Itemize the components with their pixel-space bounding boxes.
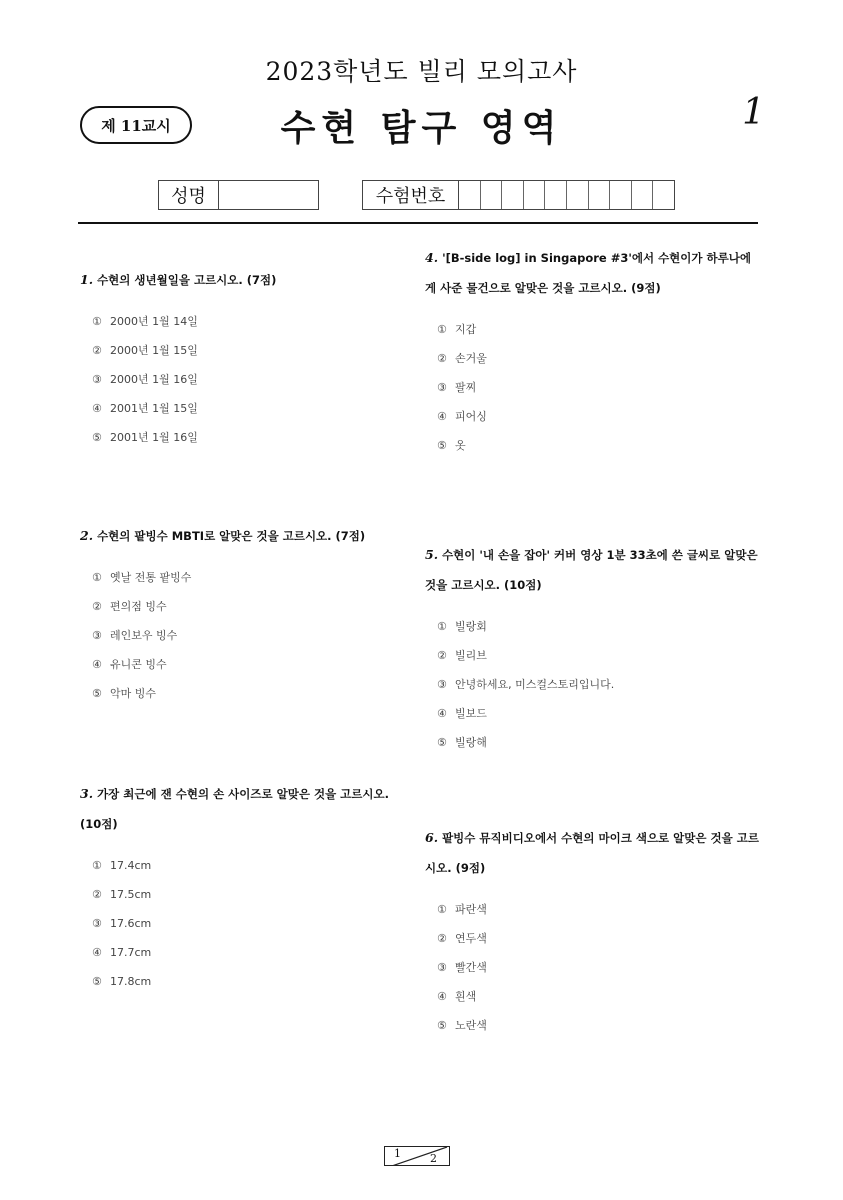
question-number: 6. <box>425 830 439 845</box>
period-label: 제 11교시 <box>101 116 171 135</box>
choice-mark: ④ <box>92 658 102 671</box>
choice-item[interactable] <box>80 859 410 888</box>
question-2 <box>80 521 410 716</box>
exam-title: 2023학년도 빌리 모의고사 <box>265 57 578 86</box>
choice-list <box>425 903 760 1048</box>
choice-label: 빌리브 <box>455 649 487 662</box>
exam-number-field[interactable] <box>362 180 675 210</box>
choice-mark: ④ <box>92 946 102 959</box>
choice-mark: ③ <box>437 381 447 394</box>
choice-mark: ⑤ <box>437 1019 447 1032</box>
choice-item[interactable] <box>80 373 410 402</box>
question-text <box>425 540 760 600</box>
exam-number-cell[interactable] <box>459 181 481 209</box>
choice-mark: ② <box>437 932 447 945</box>
question-text <box>425 243 760 303</box>
choice-label: 2000년 1월 14일 <box>110 315 198 328</box>
choice-mark: ③ <box>92 373 102 386</box>
choice-label: 빨간색 <box>455 961 487 974</box>
choice-item[interactable] <box>80 629 410 658</box>
exam-number-label: 수험번호 <box>363 181 459 209</box>
choice-item[interactable] <box>425 381 760 410</box>
choice-label: 옛날 전통 팥빙수 <box>110 571 192 584</box>
choice-label: 손거울 <box>455 352 487 365</box>
exam-number-cell[interactable] <box>653 181 674 209</box>
subject-title: 수현 탐구 영역 <box>280 108 563 149</box>
choice-item[interactable] <box>80 687 410 716</box>
name-input-area[interactable] <box>219 181 318 209</box>
choice-item[interactable] <box>425 620 760 649</box>
choice-label: 빌랑해 <box>455 736 487 749</box>
question-number: 2. <box>80 528 94 543</box>
question-number: 5. <box>425 547 439 562</box>
choice-label: 17.7cm <box>110 946 152 959</box>
choice-item[interactable] <box>425 903 760 932</box>
choice-item[interactable] <box>425 649 760 678</box>
question-text <box>80 779 410 839</box>
choice-mark: ⑤ <box>92 687 102 700</box>
choice-list <box>80 315 410 460</box>
choice-mark: ① <box>92 571 102 584</box>
question-6 <box>425 823 760 1048</box>
choice-item[interactable] <box>80 600 410 629</box>
question-prompt: 수현의 팥빙수 MBTI로 알맞은 것을 고르시오. (7점) <box>97 529 366 543</box>
choice-mark: ③ <box>437 678 447 691</box>
choice-mark: ③ <box>92 629 102 642</box>
choice-item[interactable] <box>425 961 760 990</box>
total-pages: 2 <box>430 1152 437 1165</box>
choice-mark: ④ <box>437 990 447 1003</box>
choice-label: 17.6cm <box>110 917 152 930</box>
question-number: 1. <box>80 272 94 287</box>
choice-item[interactable] <box>425 1019 760 1048</box>
choice-item[interactable] <box>425 990 760 1019</box>
choice-mark: ⑤ <box>92 975 102 988</box>
choice-label: 팔찌 <box>455 381 477 394</box>
choice-mark: ③ <box>92 917 102 930</box>
choice-label: 레인보우 빙수 <box>110 629 178 642</box>
choice-list <box>80 859 410 1004</box>
choice-label: 피어싱 <box>455 410 487 423</box>
choice-item[interactable] <box>80 658 410 687</box>
choice-item[interactable] <box>425 439 760 468</box>
choice-label: 흰색 <box>455 990 477 1003</box>
exam-number-cell[interactable] <box>567 181 589 209</box>
page-indicator <box>384 1146 450 1166</box>
choice-label: 옷 <box>455 439 466 452</box>
choice-item[interactable] <box>425 352 760 381</box>
choice-mark: ① <box>437 323 447 336</box>
choice-item[interactable] <box>425 707 760 736</box>
choice-label: 지갑 <box>455 323 477 336</box>
choice-mark: ⑤ <box>92 431 102 444</box>
choice-item[interactable] <box>425 932 760 961</box>
choice-label: 17.5cm <box>110 888 152 901</box>
choice-mark: ① <box>437 620 447 633</box>
question-text <box>80 521 410 551</box>
choice-mark: ③ <box>437 961 447 974</box>
choice-label: 파란색 <box>455 903 487 916</box>
choice-item[interactable] <box>80 888 410 917</box>
choice-item[interactable] <box>80 315 410 344</box>
choice-mark: ④ <box>92 402 102 415</box>
choice-item[interactable] <box>80 946 410 975</box>
choice-list <box>80 571 410 716</box>
page-number: 1 <box>742 92 765 133</box>
exam-number-cell[interactable] <box>610 181 632 209</box>
choice-label: 연두색 <box>455 932 487 945</box>
choice-item[interactable] <box>425 410 760 439</box>
name-label: 성명 <box>159 181 219 209</box>
choice-mark: ④ <box>437 410 447 423</box>
choice-label: 안녕하세요, 미스컬스토리입니다. <box>455 678 615 691</box>
question-number: 3. <box>80 786 94 801</box>
choice-list <box>425 620 760 765</box>
choice-item[interactable] <box>80 975 410 1004</box>
exam-number-cell[interactable] <box>481 181 503 209</box>
choice-label: 2001년 1월 16일 <box>110 431 198 444</box>
choice-mark: ④ <box>437 707 447 720</box>
question-text <box>425 823 760 883</box>
choice-item[interactable] <box>425 678 760 707</box>
choice-label: 악마 빙수 <box>110 687 157 700</box>
choice-label: 유니콘 빙수 <box>110 658 167 671</box>
choice-item[interactable] <box>80 402 410 431</box>
choice-label: 17.8cm <box>110 975 152 988</box>
choice-mark: ② <box>92 600 102 613</box>
choice-mark: ① <box>92 859 102 872</box>
choice-label: 2000년 1월 16일 <box>110 373 198 386</box>
choice-label: 편의점 빙수 <box>110 600 167 613</box>
exam-number-cell[interactable] <box>632 181 654 209</box>
choice-label: 빌랑회 <box>455 620 487 633</box>
choice-label: 빌보드 <box>455 707 487 720</box>
question-3 <box>80 779 410 1004</box>
choice-mark: ① <box>92 315 102 328</box>
exam-number-cells[interactable] <box>459 181 674 209</box>
question-prompt: 수현의 생년월일을 고르시오. (7점) <box>97 273 277 287</box>
choice-mark: ⑤ <box>437 736 447 749</box>
choice-mark: ② <box>437 649 447 662</box>
exam-number-cell[interactable] <box>524 181 546 209</box>
choice-label: 17.4cm <box>110 859 152 872</box>
exam-number-cell[interactable] <box>502 181 524 209</box>
choice-item[interactable] <box>425 736 760 765</box>
question-number: 4. <box>425 250 439 265</box>
question-5 <box>425 540 760 765</box>
choice-item[interactable] <box>80 344 410 373</box>
choice-mark: ② <box>437 352 447 365</box>
question-1 <box>80 265 410 460</box>
choice-item[interactable] <box>80 571 410 600</box>
choice-mark: ② <box>92 344 102 357</box>
question-text <box>80 265 410 295</box>
choice-mark: ⑤ <box>437 439 447 452</box>
header-divider <box>78 222 758 224</box>
question-prompt: '[B-side log] in Singapore #3'에서 수현이가 하루나에게 사준 물건으로 알맞은 것을 고르시오. (9점) <box>425 251 751 295</box>
question-prompt: 팥빙수 뮤직비디오에서 수현의 마이크 색으로 알맞은 것을 고르시오. (9점) <box>425 831 759 875</box>
current-page: 1 <box>394 1147 401 1160</box>
choice-list <box>425 323 760 468</box>
choice-item[interactable] <box>425 323 760 352</box>
name-field[interactable] <box>158 180 319 210</box>
question-4 <box>425 243 760 468</box>
exam-number-cell[interactable] <box>545 181 567 209</box>
choice-label: 2001년 1월 15일 <box>110 402 198 415</box>
choice-label: 노란색 <box>455 1019 487 1032</box>
choice-item[interactable] <box>80 431 410 460</box>
choice-label: 2000년 1월 15일 <box>110 344 198 357</box>
question-prompt: 수현이 '내 손을 잡아' 커버 영상 1분 33초에 쓴 글씨로 알맞은 것을 고르시오. (10점) <box>425 548 758 592</box>
exam-number-cell[interactable] <box>589 181 611 209</box>
choice-mark: ② <box>92 888 102 901</box>
choice-item[interactable] <box>80 917 410 946</box>
choice-mark: ① <box>437 903 447 916</box>
question-prompt: 가장 최근에 잰 수현의 손 사이즈로 알맞은 것을 고르시오. (10점) <box>80 787 389 831</box>
